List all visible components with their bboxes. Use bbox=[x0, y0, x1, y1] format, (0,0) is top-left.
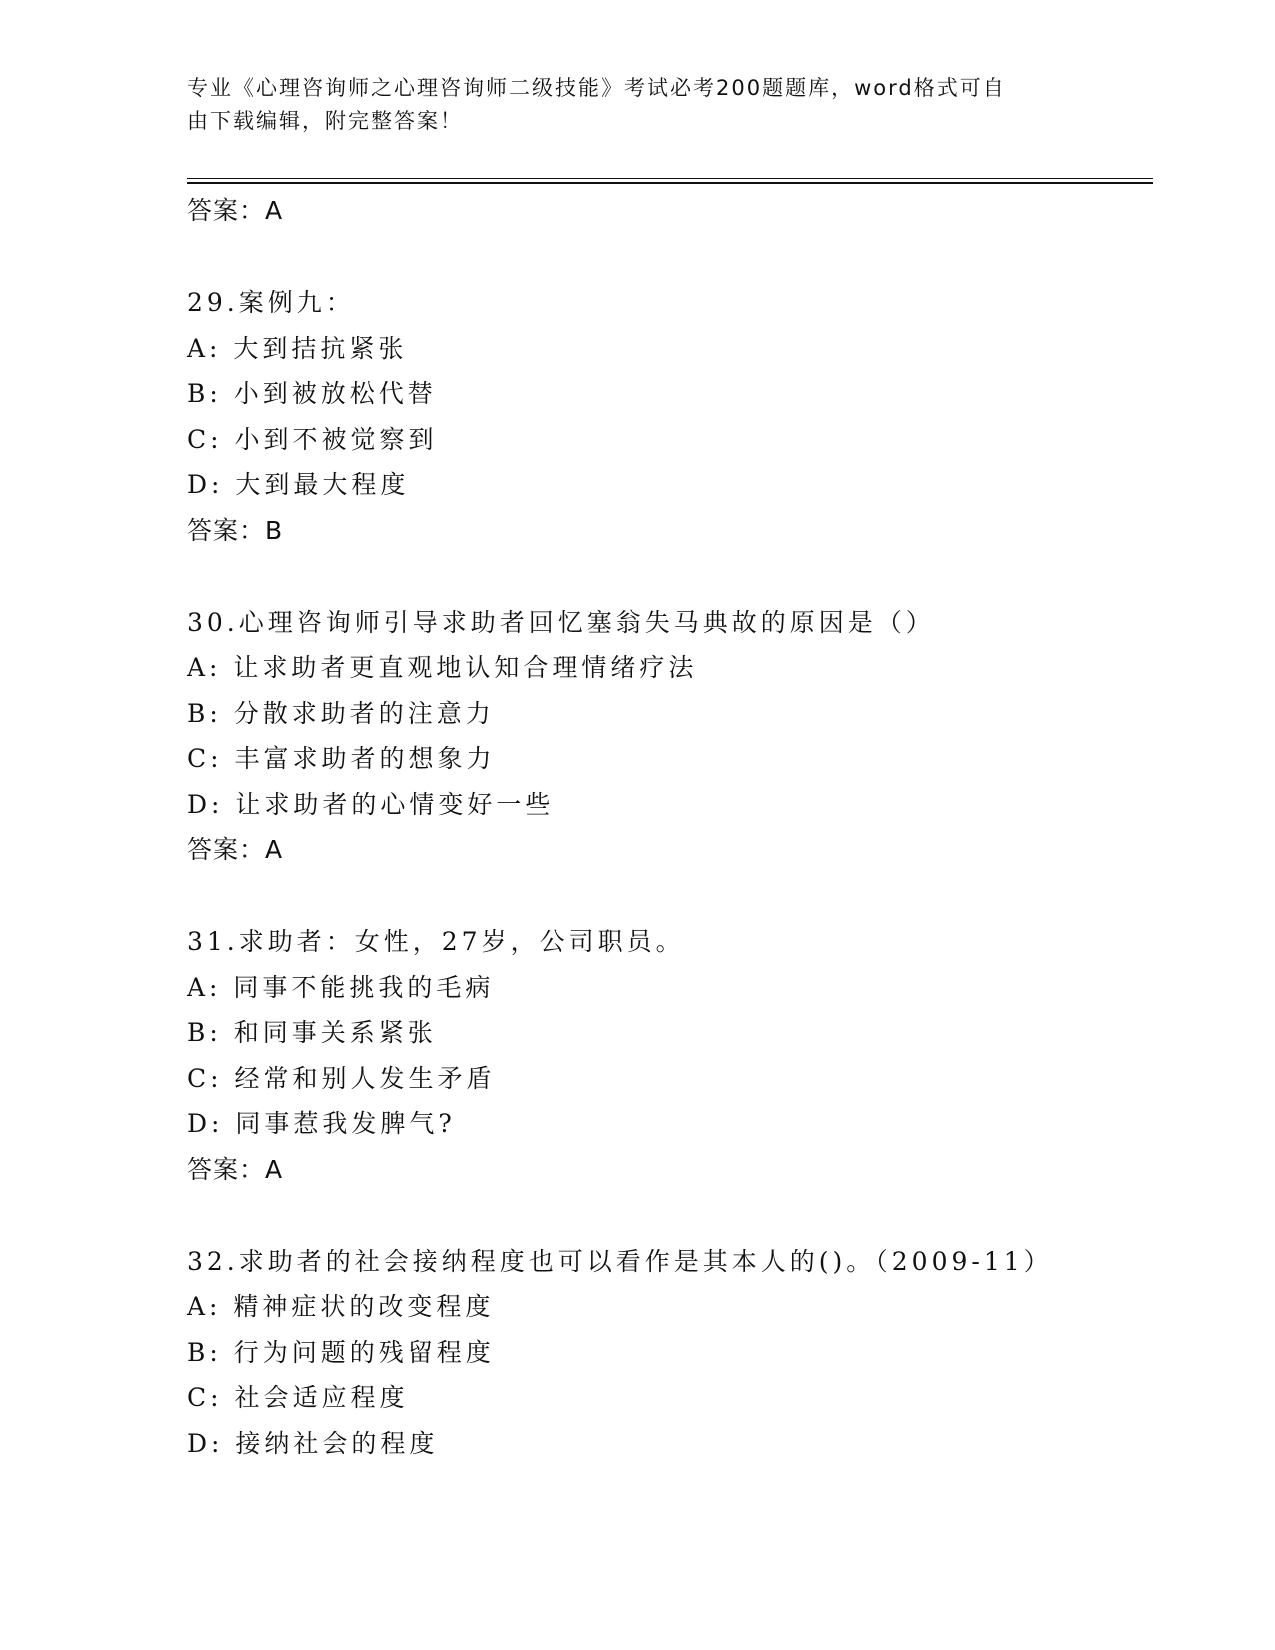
answer-line: 答案：A bbox=[187, 1154, 284, 1184]
block-spacer bbox=[187, 553, 1147, 600]
question-line: D: 让求助者的心情变好一些 bbox=[187, 789, 555, 819]
answer-line: 答案：A bbox=[187, 196, 284, 225]
question-line: 29.案例九： bbox=[187, 288, 355, 317]
block-spacer bbox=[187, 1192, 1147, 1239]
question-line: A: 大到拮抗紧张 bbox=[187, 333, 408, 363]
question-line: C: 小到不被觉察到 bbox=[187, 424, 438, 454]
question-line: C: 丰富求助者的想象力 bbox=[187, 744, 496, 773]
answer-line: 答案：A bbox=[187, 835, 284, 864]
page-header: 专业《心理咨询师之心理咨询师二级技能》考试必考200题题库，word格式可自 由下载编辑，附完整答案！ bbox=[187, 76, 1006, 133]
question-line: 30.心理咨询师引导求助者回忆塞翁失马典故的原因是（） bbox=[187, 607, 935, 637]
block-spacer bbox=[187, 233, 1147, 280]
question-line: C: 社会适应程度 bbox=[187, 1383, 409, 1412]
question-line: A: 让求助者更直观地认知合理情绪疗法 bbox=[187, 653, 698, 682]
header-rule bbox=[187, 178, 1153, 179]
block-spacer bbox=[187, 872, 1147, 919]
question-line: 31.求助者：女性，27岁，公司职员。 bbox=[187, 927, 685, 956]
header-rule-double bbox=[187, 182, 1153, 184]
question-line: D: 接纳社会的程度 bbox=[187, 1428, 439, 1458]
question-line: B: 行为问题的残留程度 bbox=[187, 1337, 495, 1367]
question-line: B: 分散求助者的注意力 bbox=[187, 698, 495, 728]
question-line: B: 小到被放松代替 bbox=[187, 379, 437, 408]
answer-line: 答案：B bbox=[187, 515, 284, 545]
question-content bbox=[187, 188, 1147, 1466]
question-line: 32.求助者的社会接纳程度也可以看作是其本人的()。（2009-11） bbox=[187, 1246, 1053, 1276]
question-line: A: 精神症状的改变程度 bbox=[187, 1292, 495, 1321]
question-line: C: 经常和别人发生矛盾 bbox=[187, 1063, 496, 1093]
question-line: B: 和同事关系紧张 bbox=[187, 1018, 437, 1047]
question-line: A: 同事不能挑我的毛病 bbox=[187, 972, 495, 1002]
question-line: D: 同事惹我发脾气? bbox=[187, 1109, 456, 1138]
question-line: D: 大到最大程度 bbox=[187, 470, 410, 499]
